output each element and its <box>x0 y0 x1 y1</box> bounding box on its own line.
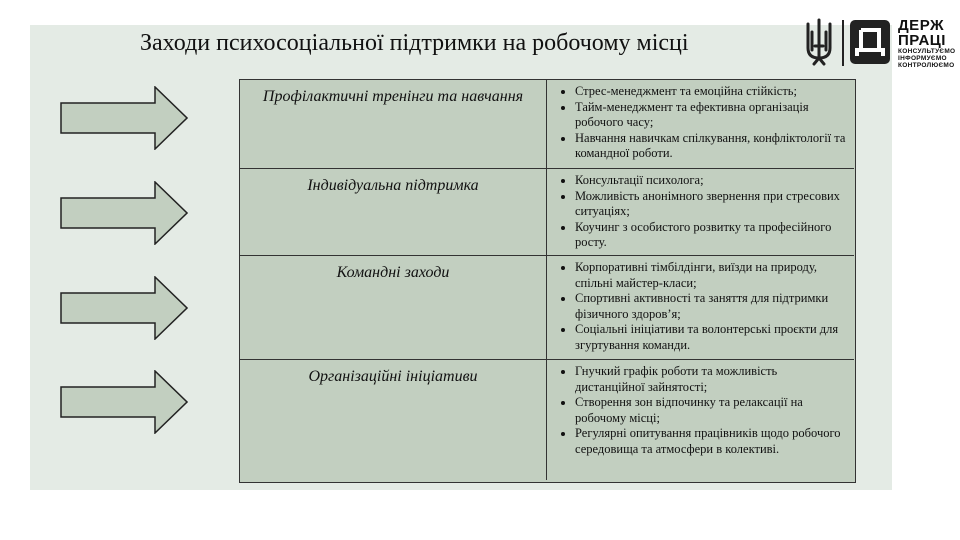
category-cell: Індивідуальна підтримка <box>240 169 547 256</box>
list-item: • Створення зон відпочинку та релаксації на робочому місці; <box>575 395 848 426</box>
logo-d-mark-icon <box>850 20 890 64</box>
list-item: • Спортивні активності та заняття для підтримки фізичного здоров’я; <box>575 291 848 322</box>
derzhpratsi-logo <box>802 17 956 72</box>
items-cell <box>547 360 854 480</box>
arrow-right-icon <box>60 276 188 340</box>
list-item: • Гнучкий графік роботи та можливість дистанційної зайнятості; <box>575 364 848 395</box>
list-item: • Соціальні ініціативи та волонтерські проєкти для згуртування команди. <box>575 322 848 353</box>
logo-tagline-2: ІНФОРМУЄМО <box>898 55 947 62</box>
items-cell <box>547 169 854 256</box>
list-item: • Консультації психолога; <box>575 173 848 189</box>
logo-line-1: ДЕРЖ <box>898 17 945 34</box>
list-item: • Можливість анонімного звернення при стресових ситуаціях; <box>575 189 848 220</box>
trident-icon <box>802 18 836 68</box>
page-title: Заходи психосоціальної підтримки на робочому місці <box>140 30 689 56</box>
list-item: • Стрес-менеджмент та емоційна стійкість; <box>575 84 848 100</box>
logo-tagline-1: КОНСУЛЬТУЄМО <box>898 48 956 55</box>
arrow-right-icon <box>60 86 188 150</box>
support-measures-table <box>239 79 856 483</box>
list-item: • Регулярні опитування працівників щодо робочого середовища та атмосфери в колективі. <box>575 426 848 457</box>
logo-line-2: ПРАЦІ <box>898 32 946 49</box>
category-cell: Профілактичні тренінги та навчання <box>240 80 547 169</box>
list-item: • Коучинг з особистого розвитку та професійного росту. <box>575 220 848 251</box>
list-item: • Тайм-менеджмент та ефективна організація робочого часу; <box>575 100 848 131</box>
list-item: • Корпоративні тімбілдінги, виїзди на природу, спільні майстер-класи; <box>575 260 848 291</box>
list-item: • Навчання навичкам спілкування, конфліктології та командної роботи. <box>575 131 848 162</box>
arrow-right-icon <box>60 370 188 434</box>
items-cell <box>547 80 854 169</box>
logo-separator <box>842 20 844 66</box>
category-cell: Командні заходи <box>240 256 547 360</box>
items-cell <box>547 256 854 360</box>
arrow-right-icon <box>60 181 188 245</box>
category-cell: Організаційні ініціативи <box>240 360 547 480</box>
logo-text <box>898 18 954 69</box>
logo-tagline-3: КОНТРОЛЮЄМО <box>898 62 955 69</box>
